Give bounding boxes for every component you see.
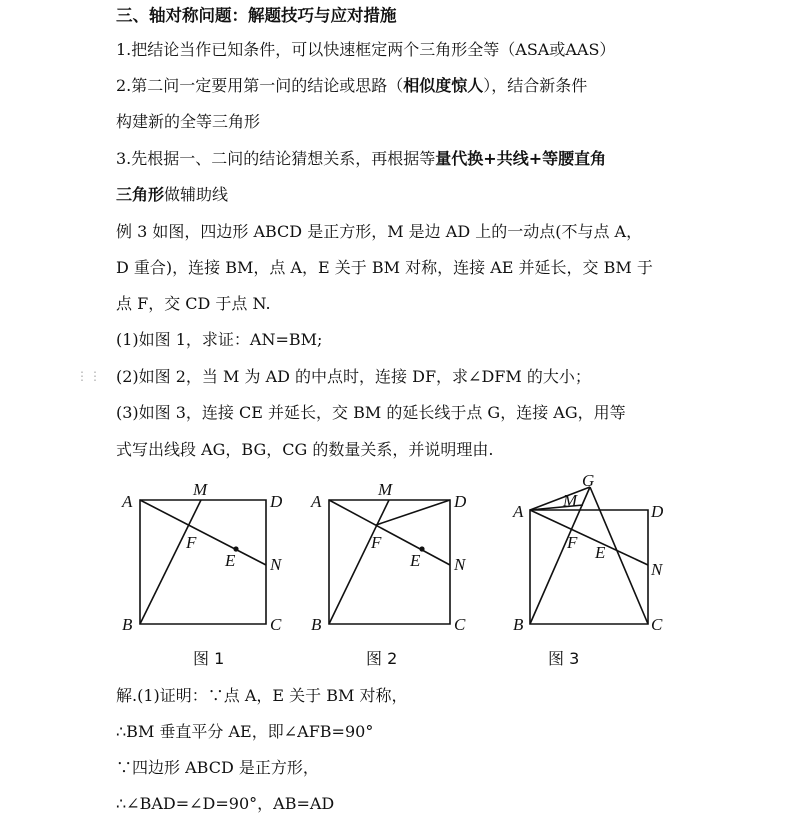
question-1: (1)如图 1，求证：AN=BM; xyxy=(116,330,323,349)
fig3-label-a: A xyxy=(513,502,524,521)
fig2-label-a: A xyxy=(311,492,322,511)
fig1-label-b: B xyxy=(122,615,133,634)
solution-line-3: ∵四边形 ABCD 是正方形， xyxy=(116,758,319,777)
fig2-label-b: B xyxy=(311,615,322,634)
fig3-label-c: C xyxy=(651,615,663,634)
example-line-3: 点 F，交 CD 于点 N. xyxy=(116,294,271,313)
solution-line-4: ∴∠BAD=∠D=90°，AB=AD xyxy=(116,794,335,813)
tip-2-bold: 相似度惊人 xyxy=(403,76,484,95)
fig2-segment-an xyxy=(329,500,450,565)
fig1-label-e: E xyxy=(225,551,236,570)
fig2-segment-bm xyxy=(329,500,389,624)
fig1-caption: 图 1 xyxy=(193,649,225,668)
tip-1: 1.把结论当作已知条件，可以快速框定两个三角形全等（ASA或AAS） xyxy=(116,40,616,59)
fig3-segment-an xyxy=(530,510,648,565)
drag-handle-icon[interactable]: ⋮⋮ xyxy=(76,369,102,383)
section-heading: 三、轴对称问题：解题技巧与应对措施 xyxy=(116,6,397,25)
fig1-label-n: N xyxy=(270,555,282,574)
figure-1 xyxy=(121,480,283,668)
fig1-label-f: F xyxy=(186,533,197,552)
fig2-label-m: M xyxy=(378,480,393,499)
fig3-label-g: G xyxy=(582,471,595,490)
tip-2-line-2: 构建新的全等三角形 xyxy=(116,112,261,131)
tip-3-text-end: 做辅助线 xyxy=(164,185,229,204)
example-line-2: D 重合)，连接 BM，点 A，E 关于 BM 对称，连接 AE 并延长，交 BM 于 xyxy=(116,258,653,277)
solution-line-2: ∴BM 垂直平分 AE，即∠AFB=90° xyxy=(116,722,374,741)
fig2-label-e: E xyxy=(410,551,421,570)
fig1-segment-an xyxy=(140,500,266,565)
solution-line-1: 解.(1)证明：∵点 A，E 关于 BM 对称， xyxy=(116,686,408,705)
fig3-caption: 图 3 xyxy=(548,649,580,668)
fig1-label-a: A xyxy=(122,492,133,511)
fig3-label-f: F xyxy=(567,533,578,552)
tip-3-text: 3.先根据一、二问的结论猜想关系，再根据等 xyxy=(116,149,436,168)
fig3-label-d: D xyxy=(651,502,664,521)
fig1-label-d: D xyxy=(270,492,283,511)
fig2-label-d: D xyxy=(454,492,467,511)
fig3-label-m: M xyxy=(563,491,578,510)
fig3-label-b: B xyxy=(513,615,524,634)
fig3-square xyxy=(530,510,648,624)
fig2-label-f: F xyxy=(371,533,382,552)
question-3-line-2: 式写出线段 AG，BG，CG 的数量关系，并说明理由. xyxy=(116,440,494,459)
tip-3-bold-2: 三角形 xyxy=(116,185,165,204)
tip-2-text: 2.第二问一定要用第一问的结论或思路（ xyxy=(116,76,404,95)
figure-3 xyxy=(512,471,664,668)
tip-3-bold: 量代换+共线+等腰直角 xyxy=(435,149,607,168)
fig2-label-n: N xyxy=(454,555,466,574)
fig3-label-n: N xyxy=(651,560,663,579)
fig3-label-e: E xyxy=(595,543,606,562)
figure-2 xyxy=(310,480,467,668)
fig2-square xyxy=(329,500,450,624)
tip-2-text-end: ），结合新条件 xyxy=(483,76,588,95)
fig2-caption: 图 2 xyxy=(366,649,398,668)
fig1-label-m: M xyxy=(193,480,208,499)
question-3-line-1: (3)如图 3，连接 CE 并延长，交 BM 的延长线于点 G，连接 AG，用等 xyxy=(116,403,626,422)
fig2-label-c: C xyxy=(454,615,466,634)
fig1-square xyxy=(140,500,266,624)
fig1-segment-bm xyxy=(140,500,201,624)
example-line-1: 例 3 如图，四边形 ABCD 是正方形，M 是边 AD 上的一动点(不与点 A， xyxy=(116,222,643,241)
fig1-label-c: C xyxy=(270,615,282,634)
question-2: (2)如图 2，当 M 为 AD 的中点时，连接 DF，求∠DFM 的大小； xyxy=(116,367,591,386)
